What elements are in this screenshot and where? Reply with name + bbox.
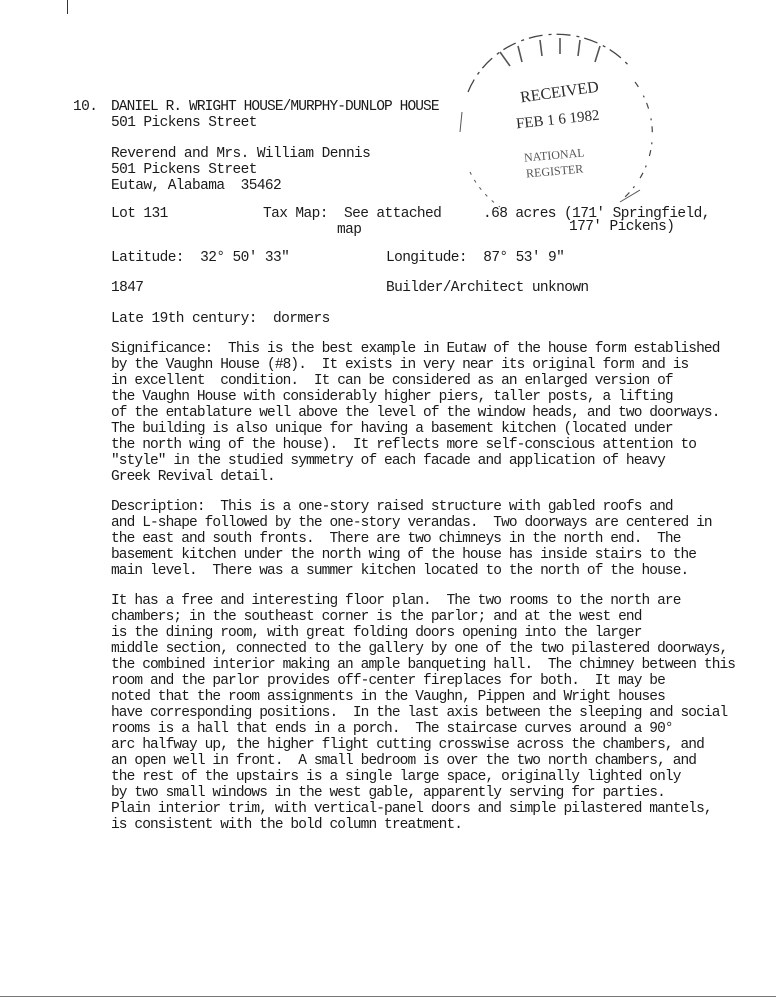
floor-plan-line: middle section, connected to the gallery by one of the two pilastered doorways,	[111, 641, 728, 657]
stamp-national: NATIONAL	[523, 145, 586, 165]
construction-year: 1847	[111, 280, 144, 296]
floor-plan-line: Plain interior trim, with vertical-panel doors and simple pilastered mantels,	[111, 801, 712, 817]
floor-plan-line: noted that the room assignments in the Vaughn, Pippen and Wright houses	[111, 689, 665, 705]
property-name: DANIEL R. WRIGHT HOUSE/MURPHY-DUNLOP HOUSE	[111, 99, 439, 115]
floor-plan-line: have corresponding positions. In the last axis between the sleeping and social	[111, 705, 728, 721]
acreage-line1: .68 acres (171' Springfield,	[483, 206, 710, 222]
floor-plan-line: the combined interior making an ample banqueting hall. The chimney between this	[111, 657, 736, 673]
owner-city: Eutaw, Alabama 35462	[111, 178, 282, 194]
owner-street: 501 Pickens Street	[111, 162, 257, 178]
stamp-register: REGISTER	[525, 161, 584, 181]
floor-plan-line: room and the parlor provides off-center fireplaces for both. It may be	[111, 673, 665, 689]
significance-line: in excellent condition. It can be considered as an enlarged version of	[111, 373, 673, 389]
significance-line: Significance: This is the best example in Eutaw of the house form established	[111, 341, 720, 357]
alterations: Late 19th century: dormers	[111, 311, 330, 327]
stamp-received: RECEIVED	[519, 78, 600, 107]
scan-edge-mark	[67, 0, 68, 14]
floor-plan-line: is the dining room, with great folding doors opening into the larger	[111, 625, 642, 641]
significance-line: by the Vaughn House (#8). It exists in very near its original form and is	[111, 357, 689, 373]
description-line: Description: This is a one-story raised structure with gabled roofs and	[111, 499, 673, 515]
floor-plan-line: chambers; in the southeast corner is the parlor; and at the west end	[111, 609, 642, 625]
received-stamp	[440, 22, 670, 232]
floor-plan-line: by two small windows in the west gable, apparently serving for parties.	[111, 785, 665, 801]
scan-bottom-edge	[0, 996, 776, 997]
longitude: Longitude: 87° 53' 9"	[386, 250, 565, 266]
significance-line: "style" in the studied symmetry of each facade and application of heavy	[111, 453, 665, 469]
description-line: basement kitchen under the north wing of the house has inside stairs to the	[111, 547, 697, 563]
description-line: main level. There was a summer kitchen located to the north of the house.	[111, 563, 689, 579]
floor-plan-line: arc halfway up, the higher flight cutting crosswise across the chambers, and	[111, 737, 704, 753]
floor-plan-line: rooms is a hall that ends in a porch. The staircase curves around a 90°	[111, 721, 673, 737]
latitude: Latitude: 32° 50' 33"	[111, 250, 290, 266]
floor-plan-line: It has a free and interesting floor plan. The two rooms to the north are	[111, 593, 681, 609]
acreage-line2: 177' Pickens)	[569, 219, 675, 235]
significance-line: The building is also unique for having a basement kitchen (located under	[111, 421, 673, 437]
tax-map-line1: Tax Map: See attached	[263, 206, 442, 222]
description-line: and L-shape followed by the one-story verandas. Two doorways are centered in	[111, 515, 712, 531]
significance-line: Greek Revival detail.	[111, 469, 275, 485]
significance-line: the north wing of the house). It reflects more self-conscious attention to	[111, 437, 697, 453]
significance-line: of the entablature well above the level of the window heads, and two doorways.	[111, 405, 720, 421]
lot-number: Lot 131	[111, 206, 168, 222]
builder-architect: Builder/Architect unknown	[386, 280, 589, 296]
floor-plan-line: is consistent with the bold column treatment.	[111, 817, 463, 833]
description-line: the east and south fronts. There are two chimneys in the north end. The	[111, 531, 681, 547]
floor-plan-line: an open well in front. A small bedroom is over the two north chambers, and	[111, 753, 697, 769]
tax-map-line2: map	[337, 222, 362, 238]
floor-plan-line: the rest of the upstairs is a single large space, originally lighted only	[111, 769, 681, 785]
stamp-date: FEB 1 6 1982	[515, 107, 601, 133]
significance-line: the Vaughn House with considerably higher piers, taller posts, a lifting	[111, 389, 673, 405]
entry-number: 10.	[73, 99, 98, 115]
property-address: 501 Pickens Street	[111, 115, 257, 131]
owner-name: Reverend and Mrs. William Dennis	[111, 146, 371, 162]
